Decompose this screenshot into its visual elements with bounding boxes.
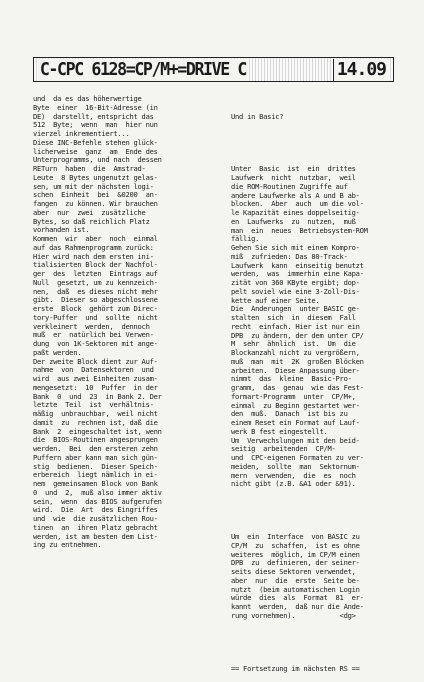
text-line: man ein neues Betriebsystem-ROM <box>231 226 368 235</box>
text-line: werden, was immerhin eine Kapa- <box>231 270 364 279</box>
text-line: Die Änderungen unter BASIC ge- <box>231 305 360 314</box>
text-line: nen, daß es dieses nicht mehr <box>33 287 158 296</box>
text-line: Laufwerk kann einseitig benutzt <box>231 261 364 270</box>
text-line: en Laufwerks zu nutzen, muß <box>231 217 356 226</box>
text-line: Byte einer 16-Bit-Adresse (in <box>33 103 158 112</box>
text-line: mengesetzt: 10 Puffer in der <box>33 383 158 392</box>
text-line: fällig. <box>231 235 260 244</box>
text-line: tinen an ihren Platz gebracht <box>33 523 158 532</box>
page-header-banner <box>33 57 394 82</box>
text-line: einmal zu Beginn gestartet wer- <box>231 401 360 410</box>
text-line: auf das Rahmenprogramm zurück: <box>33 243 154 252</box>
text-line: Laufwerk nicht nutzbar, weil <box>231 174 356 182</box>
text-line: den muß. Danach ist bis zu <box>231 410 348 419</box>
text-line: letzte Teil ist verhältnis- <box>33 401 154 410</box>
text-line: schen Einheit bei &0200 an- <box>33 191 158 200</box>
text-line: verkleinert werden, dennoch <box>33 322 150 331</box>
text-line: formart-Programm unter CP/M+, <box>231 392 356 401</box>
text-line: gramm, das genau wie das Fest- <box>231 384 364 392</box>
text-line: Hier wird nach dem ersten ini- <box>33 252 154 261</box>
text-line: Null gesetzt, um zu kennzeich- <box>33 278 158 287</box>
text-line: stig bedienen. Dieser Speich- <box>33 462 158 471</box>
issue-number: 14.09 <box>333 59 389 81</box>
text-line: nutzt (beim automatischen Login <box>231 585 360 594</box>
text-line: blocken. Aber auch um die vol- <box>231 200 364 209</box>
text-line: Unterprogramms, und nach dessen <box>33 156 162 165</box>
text-line: würde dies als Format 81 er- <box>231 594 364 603</box>
text-line: Bank 2 eingeschaltet ist, wenn <box>33 427 162 436</box>
text-line: arbeiten. Diese Anpassung über- <box>231 366 360 375</box>
text-line: RETurn haben die Amstrad- <box>33 165 146 173</box>
text-line: und da es das höherwertige <box>33 95 142 103</box>
text-line: sein, wenn das BIOS aufgerufen <box>33 497 162 506</box>
text-line: damit zu rechnen ist, daß die <box>33 418 158 427</box>
text-line: mern verwenden, die es noch <box>231 471 356 480</box>
text-line: DPB zu definieren, der seiner- <box>231 559 360 568</box>
text-line: vierzel inkrementiert... <box>33 130 130 138</box>
text-line: muß man mit 2K großen Blöcken <box>231 357 364 366</box>
text-line: miß zufrieden: Das 80-Track- <box>231 252 348 261</box>
text-line: licherweise ganz am Ende des <box>33 147 158 156</box>
text-line: aber nur zwei zusätzliche <box>33 208 146 217</box>
section-heading: Und in Basic? <box>231 112 284 121</box>
text-line: werden, ist am besten dem List- <box>33 532 158 541</box>
continuation-note <box>231 665 403 674</box>
text-line: sen, um mit der nächsten logi- <box>33 182 154 191</box>
text-line: und wie die zusätzlichen Rou- <box>33 515 158 523</box>
text-line: nicht gibt (z.B. &A1 oder &91). <box>231 480 356 489</box>
text-line: tory-Puffer und sollte nicht <box>33 313 158 322</box>
text-line: le Kapazität eines doppelseitig- <box>231 209 360 217</box>
text-line: Unter Basic ist ein drittes <box>231 165 356 174</box>
spacer <box>231 139 403 148</box>
header-title: C-CPC 6128=CP/M+=DRIVE C <box>39 59 247 80</box>
text-line: M sehr ähnlich ist. Um die <box>231 340 356 349</box>
text-line: 512 Byte; wenn man hier nun <box>33 121 158 130</box>
text-line: zität von 360 KByte ergibt; dop- <box>231 279 360 287</box>
text-line: pelt soviel wie eine 3-Zoll-Dis- <box>231 287 360 296</box>
text-line: rung vornehmen). <dg> <box>231 611 356 620</box>
text-line: die ROM-Routinen Zugriffe auf <box>231 182 348 191</box>
text-line: CP/M zu schaffen, ist es ohne <box>231 541 360 550</box>
text-line: nimmt das kleine Basic-Pro- <box>231 375 352 384</box>
text-line: aber nur die erste Seite be- <box>231 576 360 585</box>
text-line: mäßig unbrauchbar, weil nicht <box>33 410 158 418</box>
text-line: Der zweite Block dient zur Auf- <box>33 357 158 366</box>
text-line: ger des letzten Eintrags auf <box>33 270 158 278</box>
text-line: seitig arbeitenden CP/M- <box>231 445 336 454</box>
text-line: erbereich liegt nämlich in ei- <box>33 471 158 480</box>
text-line: stalten sich in diesem Fall <box>231 314 356 322</box>
text-line: DE) darstellt, entspricht das <box>33 112 154 121</box>
text-line: einem Reset ein Format auf Lauf- <box>231 419 360 427</box>
text-line: andere Laufwerke als A und B ab- <box>231 191 360 200</box>
text-line: DPB zu ändern, der dem unter CP/ <box>231 331 364 340</box>
text-line: seits diese Sektoren verwendet, <box>231 568 356 576</box>
text-line: erste Block gehört zum Direc- <box>33 305 158 313</box>
text-line: Bytes, so daß reichlich Platz <box>33 217 150 226</box>
text-line: paßt werden. <box>33 348 82 357</box>
text-line: und CPC-eigenen Formaten zu ver- <box>231 454 364 462</box>
text-line: Um ein Interface von BASIC zu <box>231 533 360 541</box>
text-line: Um Verwechslungen mit den beid- <box>231 436 360 445</box>
text-line: dung von 1K-Sektoren mit ange- <box>33 340 158 348</box>
text-line: kette auf einer Seite. <box>231 296 320 305</box>
text-line: kannt werden, daß nur die Ände- <box>231 603 364 611</box>
text-line: recht einfach. Hier ist nur ein <box>231 322 360 331</box>
spacer <box>231 638 403 647</box>
text-line: Gehen Sie sich mit einem Kompro- <box>231 244 360 252</box>
text-line: 0 und 2, muß also immer aktiv <box>33 488 162 497</box>
text-line: Diese INC-Befehle stehen glück- <box>33 138 158 147</box>
text-line: gibt. Dieser so abgeschlossene <box>33 296 158 305</box>
text-line: vorhanden ist. <box>33 226 90 235</box>
text-line: wird aus zwei Einheiten zusam- <box>33 375 158 383</box>
text-line: Bank 0 und 23 in Bank 2. Der <box>33 392 162 401</box>
text-line: weiteres möglich, im CP/M einen <box>231 550 360 559</box>
text-line: tialisierten Block der Nachfol- <box>33 261 158 270</box>
text-line: werk B fest eingestellt. <box>231 427 328 436</box>
text-line: wird. Die Art des Eingriffes <box>33 506 158 515</box>
text-line: == Fortsetzung im nächsten RS == <box>231 664 360 673</box>
text-line: meiden, sollte man Sektornum- <box>231 462 360 471</box>
text-line: nem gemeinsamen Block von Bank <box>33 480 158 488</box>
paragraph-interface <box>231 533 403 621</box>
text-line: ing zu entnehmen. <box>33 541 102 550</box>
spacer <box>231 507 403 516</box>
text-line: Kommen wir aber noch einmal <box>33 235 158 243</box>
text-line: Leute 8 Bytes ungenutzt gelas- <box>33 173 158 182</box>
text-line: Puffern aber kann man sich gün- <box>33 453 158 462</box>
paragraph-basic-drive <box>231 165 403 489</box>
text-line: Blockanzahl nicht zu vergrößern, <box>231 349 360 357</box>
right-text-column <box>231 95 403 682</box>
text-line: werden. Bei den ersteren zehn <box>33 445 158 453</box>
text-line: fangen zu können. Wir brauchen <box>33 200 158 208</box>
text-line: muß er natürlich bei Verwen- <box>33 331 154 340</box>
left-text-column <box>33 95 217 550</box>
text-line: nahme von Datensektoren und <box>33 366 154 375</box>
text-line: die BIOS-Routinen angesprungen <box>33 436 158 445</box>
